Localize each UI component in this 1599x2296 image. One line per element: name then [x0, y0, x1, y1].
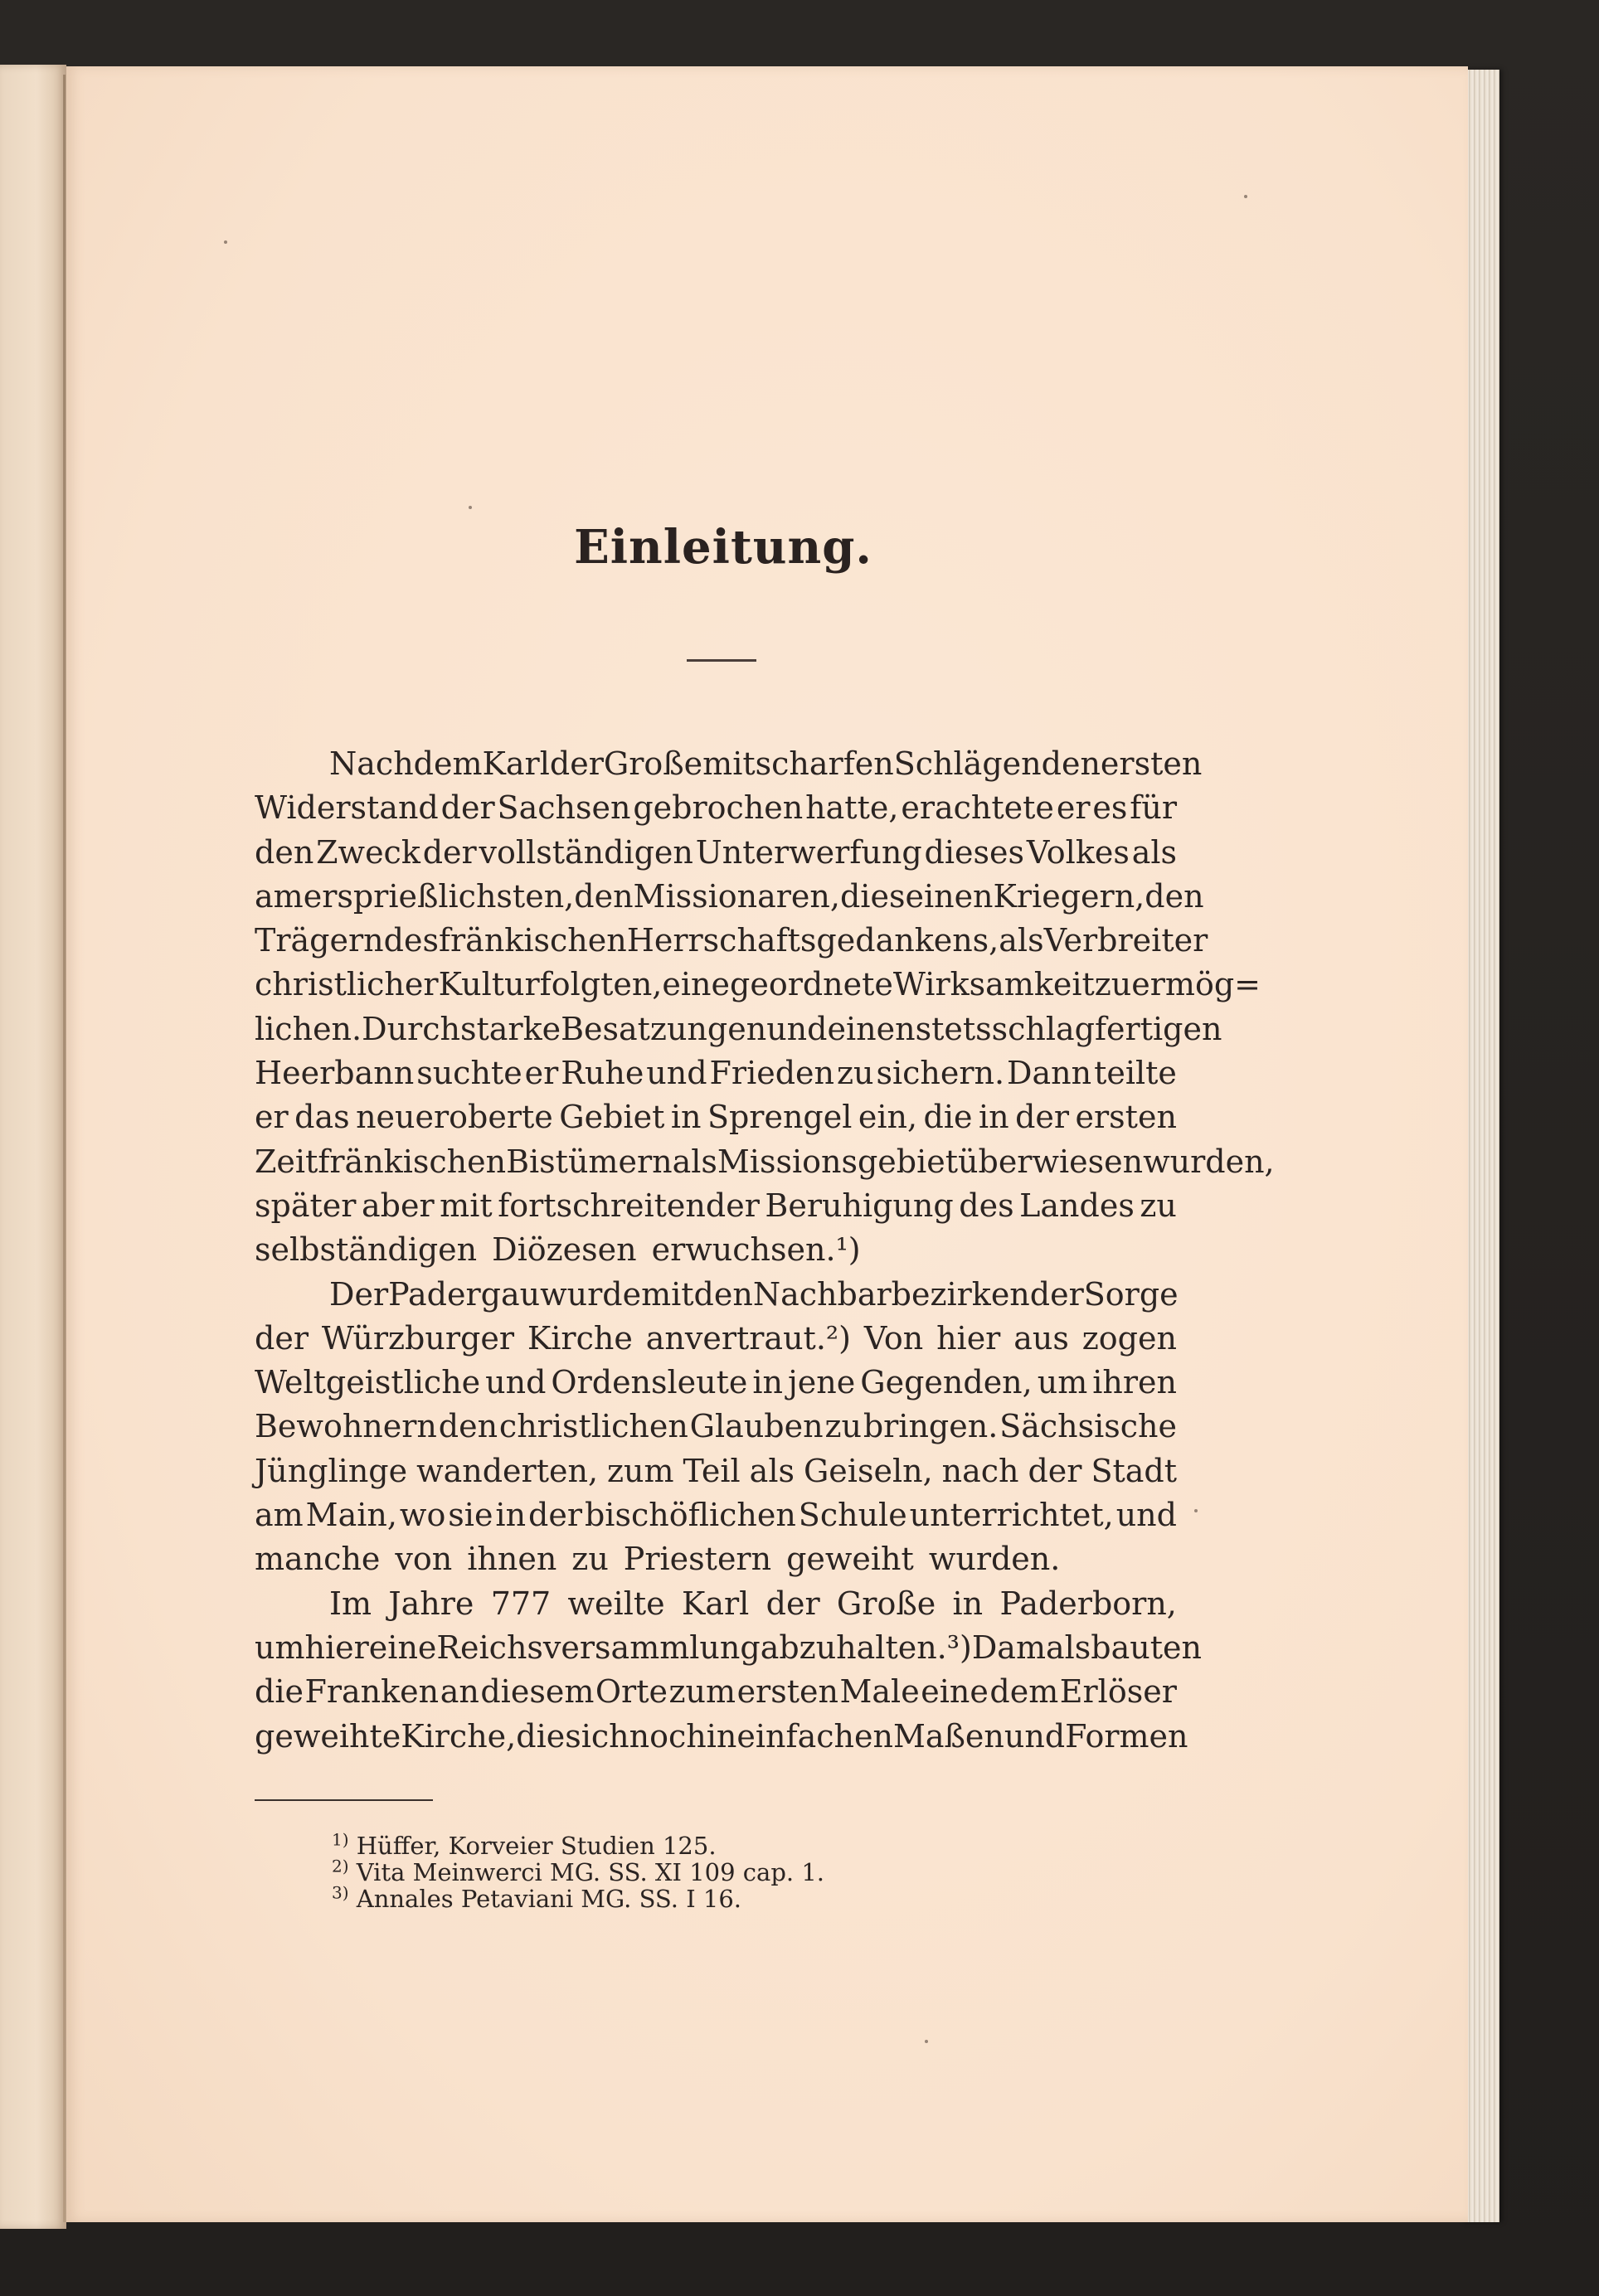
text-line — [255, 742, 1203, 786]
word: ein, — [858, 1099, 918, 1136]
word: zu — [836, 1055, 874, 1092]
footnote-text: Hüffer, Korveier Studien 125. — [348, 1832, 717, 1860]
word: an — [440, 1673, 479, 1711]
word: geweihte — [255, 1717, 401, 1755]
text-line — [255, 1184, 1177, 1228]
word: eine — [662, 966, 730, 1003]
word: wurden, — [1143, 1143, 1275, 1180]
text-line — [255, 1273, 1177, 1317]
word: in — [978, 1099, 1009, 1136]
word: stets — [915, 1010, 992, 1047]
footnote-divider — [255, 1799, 433, 1801]
word: den — [1041, 745, 1101, 782]
word: die — [923, 1099, 973, 1136]
word: Sächsische — [999, 1408, 1177, 1445]
paragraph — [255, 1273, 1177, 1582]
footnote-item — [332, 1856, 1078, 1886]
word: zum — [668, 1673, 736, 1711]
word: Padergau — [388, 1275, 541, 1313]
word: bringen. — [863, 1408, 999, 1445]
word: sichern. — [876, 1055, 1005, 1092]
word: ersten — [1100, 745, 1203, 782]
word: und — [485, 1364, 547, 1401]
word: Geiseln, — [803, 1452, 933, 1489]
word: den — [255, 833, 314, 871]
word: Unterwerfung — [695, 833, 922, 871]
word: Jünglinge — [255, 1452, 408, 1489]
word: Große — [836, 1585, 936, 1622]
word: anvertraut.²) — [645, 1319, 851, 1357]
word: Ordensleute — [551, 1364, 748, 1401]
word: Kirche — [527, 1319, 633, 1357]
word: mit — [641, 1275, 694, 1313]
word: in — [706, 1717, 737, 1755]
word: Erlöser — [1059, 1673, 1177, 1711]
word: Formen — [1065, 1717, 1188, 1755]
footnote-text: Vita Meinwerci MG. SS. XI 109 cap. 1. — [348, 1858, 824, 1886]
chapter-title: Einleitung. — [574, 520, 872, 575]
paragraph — [255, 1582, 1202, 1759]
word: Orte — [595, 1673, 668, 1711]
word: der — [765, 1585, 820, 1622]
word: wurden. — [928, 1541, 1061, 1578]
word: Kultur — [438, 966, 540, 1003]
word: Herrschaftsgedankens, — [626, 922, 999, 959]
word: es — [1092, 789, 1128, 827]
text-line — [255, 1405, 1177, 1449]
word: nach — [941, 1452, 1019, 1489]
word: Jahre — [388, 1585, 474, 1622]
word: der — [1029, 1275, 1084, 1313]
word: für — [1130, 789, 1177, 827]
word: er — [255, 1099, 289, 1136]
word: diesem — [480, 1673, 595, 1711]
word: Der — [329, 1275, 389, 1313]
word: in — [952, 1585, 984, 1622]
word: die — [516, 1717, 566, 1755]
word: Karl — [681, 1585, 750, 1622]
body-text — [255, 742, 1275, 1759]
footnote-mark: 3) — [332, 1882, 349, 1903]
word: überwiesen — [958, 1143, 1144, 1180]
word: am — [255, 877, 304, 915]
word: Priestern — [623, 1541, 772, 1578]
word: zu — [824, 1408, 862, 1445]
paper-speck — [224, 240, 227, 244]
word: Missionaren, — [633, 877, 840, 915]
word: wanderten, — [416, 1452, 599, 1489]
text-line — [255, 875, 1204, 919]
word: suchte — [416, 1055, 522, 1092]
word: bischöflichen — [584, 1497, 796, 1534]
word: er — [1056, 789, 1091, 827]
word: einen — [827, 1010, 916, 1047]
word: die — [255, 1673, 304, 1711]
word: Diözesen — [492, 1231, 637, 1269]
footnote-item — [332, 1829, 1078, 1860]
word: mit — [702, 745, 756, 782]
footnote-mark: 2) — [332, 1856, 349, 1876]
footnote-mark: 1) — [332, 1829, 349, 1850]
word: hatte, — [805, 789, 899, 827]
text-line — [255, 1449, 1177, 1493]
word: geordnete — [730, 966, 893, 1003]
word: dem — [989, 1673, 1059, 1711]
word: Glauben — [689, 1408, 824, 1445]
text-line — [255, 1715, 1188, 1759]
text-line — [255, 786, 1177, 830]
word: teilte — [1094, 1055, 1177, 1092]
text-line — [255, 1493, 1177, 1537]
word: der — [440, 789, 495, 827]
text-line — [255, 1537, 1177, 1581]
word: zum — [607, 1452, 674, 1489]
word: Missionsgebiet — [717, 1143, 959, 1180]
word: Landes — [1019, 1187, 1135, 1224]
word: in — [752, 1364, 784, 1401]
paper-speck — [469, 506, 472, 509]
text-line — [255, 1051, 1177, 1095]
word: ermög= — [1131, 966, 1261, 1003]
word: der — [255, 1319, 309, 1357]
word: der — [549, 745, 604, 782]
word: von — [395, 1541, 453, 1578]
word: Reichsversammlung — [436, 1629, 761, 1666]
word: Große — [603, 745, 703, 782]
word: das — [294, 1099, 350, 1136]
word: christlicher — [255, 966, 439, 1003]
word: Maßen — [892, 1717, 1004, 1755]
word: aus — [1013, 1319, 1069, 1357]
text-line — [255, 831, 1177, 875]
word: und — [1004, 1717, 1066, 1755]
word: weilte — [567, 1585, 665, 1622]
word: Bistümern — [506, 1143, 673, 1180]
word: sich — [565, 1717, 629, 1755]
word: am — [255, 1497, 304, 1534]
word: Beruhigung — [765, 1187, 954, 1224]
word: Volkes — [1026, 833, 1130, 871]
word: geweiht — [786, 1541, 914, 1578]
word: und — [1115, 1497, 1177, 1534]
paper-speck — [925, 2040, 928, 2043]
word: unterrichtet, — [909, 1497, 1114, 1534]
footnote-text: Annales Petaviani MG. SS. I 16. — [348, 1885, 741, 1913]
word: Ruhe — [561, 1055, 644, 1092]
word: manche — [255, 1541, 381, 1578]
word: fränkischen — [318, 1143, 507, 1180]
footnote-item — [332, 1882, 1078, 1913]
word: erachtete — [901, 789, 1054, 827]
word: Besatzungen — [561, 1010, 767, 1047]
word: hier — [936, 1319, 1001, 1357]
word: in — [670, 1099, 702, 1136]
word: sie — [448, 1497, 493, 1534]
word: Heerbann — [255, 1055, 415, 1092]
word: Gebiet — [559, 1099, 665, 1136]
word: 777 — [490, 1585, 552, 1622]
word: zu — [1094, 966, 1132, 1003]
word: lichen. — [255, 1010, 362, 1047]
word: der — [528, 1497, 583, 1534]
word: schlagfertigen — [991, 1010, 1222, 1047]
word: Sprengel — [707, 1099, 853, 1136]
word: und — [766, 1010, 828, 1047]
word: der — [1015, 1099, 1070, 1136]
word: selbständigen — [255, 1231, 478, 1269]
word: den — [438, 1408, 498, 1445]
paper-speck — [1244, 195, 1247, 198]
word: Im — [329, 1585, 372, 1622]
word: als — [1131, 833, 1177, 871]
word: Dann — [1007, 1055, 1092, 1092]
text-line — [255, 1670, 1177, 1714]
word: Von — [863, 1319, 924, 1357]
word: Widerstand — [255, 789, 439, 827]
word: bauten — [1091, 1629, 1202, 1666]
word: Damals — [971, 1629, 1091, 1666]
word: noch — [629, 1717, 707, 1755]
title-divider — [687, 659, 756, 662]
word: später — [255, 1187, 357, 1224]
word: wo — [399, 1497, 446, 1534]
word: Main, — [305, 1497, 397, 1534]
word: Teil — [683, 1452, 741, 1489]
word: jene — [788, 1364, 856, 1401]
word: starke — [459, 1010, 561, 1047]
word: seinen — [888, 877, 994, 915]
text-line — [255, 1140, 1275, 1184]
word: Durch — [362, 1010, 460, 1047]
text-line — [255, 1007, 1222, 1051]
word: Schule — [798, 1497, 907, 1534]
word: als — [672, 1143, 717, 1180]
word: dieses — [924, 833, 1024, 871]
text-line — [255, 919, 1208, 963]
word: erwuchsen.¹) — [651, 1231, 861, 1269]
word: vollständigen — [479, 833, 693, 871]
word: scharfen — [755, 745, 894, 782]
word: Weltgeistliche — [255, 1364, 481, 1401]
word: des — [383, 922, 439, 959]
word: eine — [921, 1673, 989, 1711]
word: Nachdem — [329, 745, 483, 782]
word: er — [524, 1055, 559, 1092]
footnotes — [332, 1829, 1078, 1913]
text-line — [255, 1095, 1177, 1139]
text-line — [255, 1361, 1177, 1405]
word: zu — [571, 1541, 609, 1578]
word: wurde — [540, 1275, 642, 1313]
word: Bewohnern — [255, 1408, 437, 1445]
word: Trägern — [255, 922, 384, 959]
word: Schlägen — [893, 745, 1042, 782]
text-line — [255, 963, 1261, 1007]
word: ihnen — [467, 1541, 557, 1578]
word: in — [495, 1497, 527, 1534]
word: der — [1028, 1452, 1082, 1489]
word: Male — [839, 1673, 920, 1711]
word: Zweck — [316, 833, 420, 871]
word: einfachen — [736, 1717, 893, 1755]
word: Franken — [304, 1673, 440, 1711]
word: als — [749, 1452, 795, 1489]
word: Sorge — [1083, 1275, 1179, 1313]
word: den — [1145, 877, 1204, 915]
word: aber — [361, 1187, 435, 1224]
word: ersten — [1075, 1099, 1177, 1136]
word: Paderborn, — [999, 1585, 1177, 1622]
word: zogen — [1081, 1319, 1177, 1357]
word: Kirche, — [401, 1717, 517, 1755]
word: Kriegern, — [993, 877, 1145, 915]
word: eine — [368, 1629, 437, 1666]
word: um — [255, 1629, 305, 1666]
word: mit — [440, 1187, 493, 1224]
word: um — [1037, 1364, 1088, 1401]
word: des — [959, 1187, 1014, 1224]
word: Würzburger — [321, 1319, 514, 1357]
text-line — [255, 1626, 1202, 1670]
word: Frieden — [709, 1055, 835, 1092]
text-line — [255, 1582, 1177, 1626]
word: fortschreitender — [498, 1187, 760, 1224]
word: zu — [1140, 1187, 1177, 1224]
word: hier — [304, 1629, 369, 1666]
word: abzuhalten.³) — [760, 1629, 972, 1666]
word: ihren — [1092, 1364, 1177, 1401]
word: Nachbarbezirken — [752, 1275, 1030, 1313]
text-line — [255, 1317, 1177, 1361]
text-line — [255, 1228, 1177, 1272]
word: Verbreiter — [1043, 922, 1208, 959]
book-gutter — [63, 75, 66, 2222]
word: Zeit — [255, 1143, 318, 1180]
paragraph — [255, 742, 1275, 1273]
word: den — [574, 877, 634, 915]
word: neueroberte — [356, 1099, 553, 1136]
word: als — [999, 922, 1044, 959]
word: gebrochen — [633, 789, 804, 827]
word: den — [693, 1275, 753, 1313]
word: Karl — [482, 745, 550, 782]
word: Wirksamkeit — [892, 966, 1095, 1003]
word: christlichen — [498, 1408, 688, 1445]
word: Stadt — [1091, 1452, 1177, 1489]
paper-speck — [1194, 1509, 1198, 1512]
word: der — [422, 833, 477, 871]
word: folgten, — [539, 966, 663, 1003]
word: fränkischen — [438, 922, 627, 959]
word: ersprießlichsten, — [303, 877, 575, 915]
word: ersten — [736, 1673, 838, 1711]
facing-page-edge — [0, 65, 66, 2229]
word: Sachsen — [497, 789, 631, 827]
word: die — [839, 877, 889, 915]
word: und — [646, 1055, 707, 1092]
word: Gegenden, — [860, 1364, 1033, 1401]
